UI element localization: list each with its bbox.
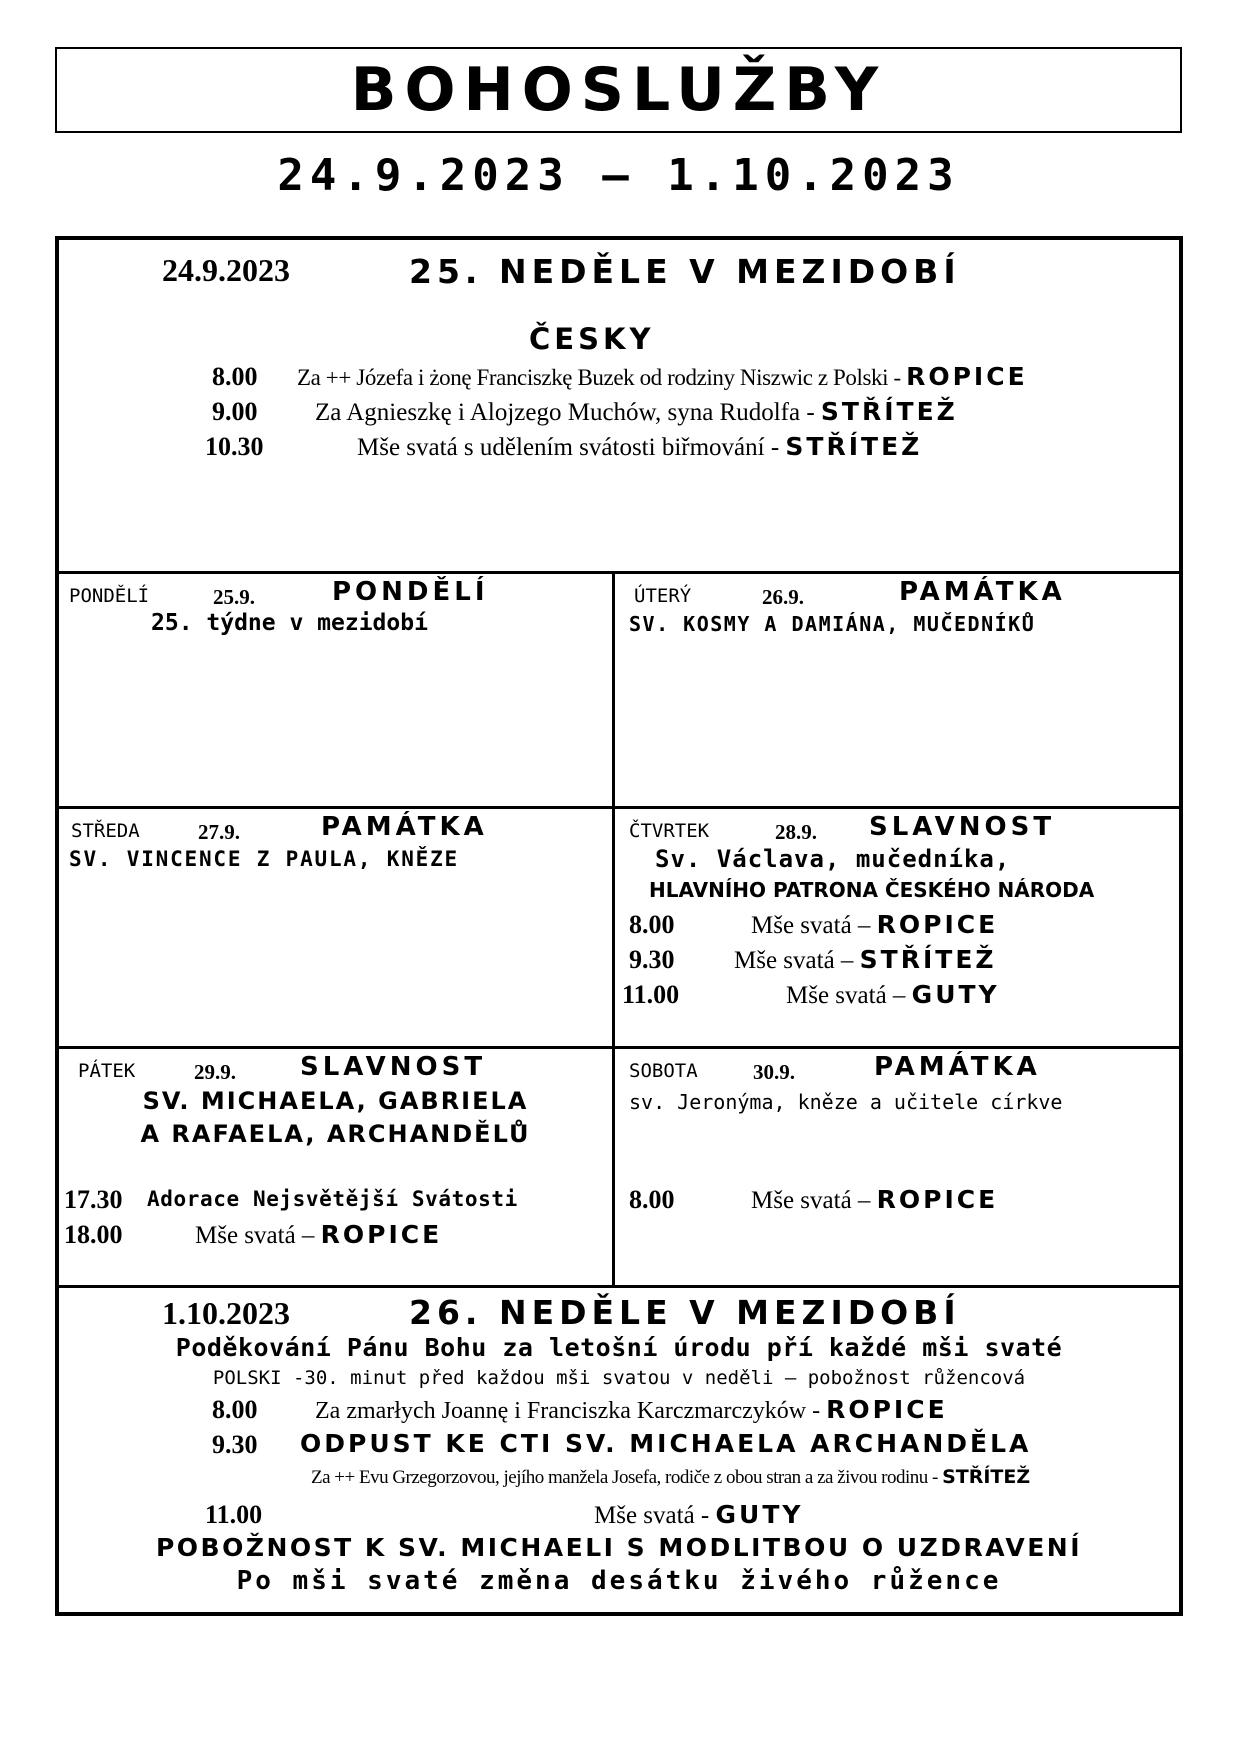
place-name: GUTY	[715, 1500, 804, 1529]
thursday-mass	[751, 910, 998, 940]
place-name: GUTY	[911, 980, 1000, 1009]
mass-label: Mše svatá –	[195, 1222, 321, 1249]
mass-intention: Za zmarłych Joannę i Franciszka Karczmarczyków -	[315, 1398, 827, 1424]
page-title: BOHOSLUŽBY	[350, 55, 887, 125]
place-name: STŘÍTEŽ	[859, 945, 997, 974]
place-name: ROPICE	[320, 1220, 443, 1249]
thursday-desc: Sv. Václava, mučedníka,	[655, 845, 1011, 873]
thursday-desc: HLAVNÍHO PATRONA ČESKÉHO NÁRODA	[649, 878, 1095, 902]
sunday1-date: 24.9.2023	[162, 252, 290, 288]
thursday-date: 28.9.	[775, 820, 817, 844]
friday-adoration-time: 17.30	[64, 1185, 123, 1214]
saturday-mass-time: 8.00	[629, 1185, 675, 1214]
divider	[59, 571, 1179, 574]
harvest-thanks: Poděkování Pánu Bohu za letošní úrodu pří každé mši svaté	[175, 1333, 1063, 1362]
thursday-mass-time: 9.30	[629, 945, 675, 974]
sunday2-intention	[311, 1466, 1030, 1489]
thursday-mass-time: 11.00	[622, 980, 680, 1009]
sunday1-mass-time: 8.00	[212, 362, 258, 391]
title-box	[55, 47, 1182, 133]
sunday2-mass	[315, 1395, 948, 1425]
sunday2-mass-time: 9.30	[212, 1430, 258, 1459]
friday-desc: A RAFAELA, ARCHANDĚLŮ	[140, 1120, 531, 1148]
saturday-day: SOBOTA	[629, 1060, 698, 1082]
sunday2-date: 1.10.2023	[162, 1295, 290, 1331]
divider	[59, 806, 1179, 809]
divider	[59, 1285, 1179, 1288]
thursday-day: ČTVRTEK	[629, 820, 710, 842]
friday-date: 29.9.	[194, 1060, 236, 1084]
sunday2-name: 26. NEDĚLE V MEZIDOBÍ	[409, 1293, 961, 1332]
mass-label: Mše svatá –	[786, 982, 912, 1009]
date-range: 24.9.2023 – 1.10.2023	[277, 150, 960, 201]
place-name: ROPICE	[906, 362, 1028, 391]
monday-rank: PONDĚLÍ	[332, 577, 489, 607]
mass-label: Mše svatá –	[734, 947, 860, 974]
sunday1-mass-time: 9.00	[212, 397, 258, 426]
place-name: ROPICE	[826, 1395, 948, 1424]
tuesday-desc: SV. KOSMY A DAMIÁNA, MUČEDNÍKŮ	[629, 612, 1036, 636]
monday-desc: 25. týdne v mezidobí	[151, 610, 428, 636]
saturday-rank: PAMÁTKA	[874, 1052, 1041, 1082]
mass-intention: Za ++ Józefa i żonę Franciszkę Buzek od rodziny Niszwic z Polski -	[297, 365, 907, 390]
place-name: ROPICE	[876, 1185, 999, 1214]
saturday-mass	[751, 1185, 998, 1215]
wednesday-rank: PAMÁTKA	[321, 812, 488, 842]
mass-intention: Za Agnieszkę i Alojzego Muchów, syna Rudolfa -	[315, 399, 821, 426]
sunday2-mass-time: 11.00	[205, 1500, 263, 1529]
sunday2-mass	[594, 1500, 803, 1530]
saturday-desc: sv. Jeronýma, kněze a učitele církve	[629, 1090, 1063, 1114]
wednesday-day: STŘEDA	[71, 820, 140, 842]
schedule-grid	[55, 236, 1183, 1616]
mass-intention: Za ++ Evu Grzegorzovou, jejího manžela Josefa, rodiče z obou stran a za živou rodinu -	[311, 1467, 943, 1488]
place-name: ROPICE	[876, 910, 999, 939]
divider	[612, 571, 615, 1286]
wednesday-desc: SV. VINCENCE Z PAULA, KNĚZE	[69, 847, 459, 871]
sunday1-language: ČESKY	[529, 322, 655, 356]
tuesday-day: ÚTERÝ	[634, 585, 692, 607]
thursday-rank: SLAVNOST	[869, 812, 1056, 842]
tuesday-date: 26.9.	[762, 585, 804, 609]
rosary-note: Po mši svaté změna desátku živého růžence	[236, 1566, 1002, 1596]
wednesday-date: 27.9.	[198, 820, 240, 844]
friday-desc: SV. MICHAELA, GABRIELA	[142, 1087, 529, 1115]
sunday1-mass	[357, 432, 922, 462]
friday-mass-time: 18.00	[64, 1220, 123, 1249]
tuesday-rank: PAMÁTKA	[899, 577, 1066, 607]
polski-note: POLSKI -30. minut před každou mši svatou v neděli – pobožnost růžencová	[212, 1367, 1026, 1389]
place-name: STŘÍTEŽ	[820, 397, 958, 426]
sunday1-name: 25. NEDĚLE V MEZIDOBÍ	[409, 252, 961, 291]
sunday1-mass-time: 10.30	[205, 432, 264, 461]
friday-adoration: Adorace Nejsvětější Svátosti	[147, 1187, 518, 1211]
devotion-note: POBOŽNOST K SV. MICHAELI S MODLITBOU O UZDRAVENÍ	[155, 1533, 1083, 1562]
mass-label: Mše svatá -	[594, 1502, 716, 1529]
place-name: STŘÍTEŽ	[785, 432, 923, 461]
mass-intention: Mše svatá s udělením svátosti biřmování -	[357, 434, 786, 461]
friday-rank: SLAVNOST	[300, 1052, 487, 1082]
feast-title: ODPUST KE CTI SV. MICHAELA ARCHANDĚLA	[300, 1429, 1032, 1458]
sunday1-mass	[315, 397, 958, 427]
mass-label: Mše svatá –	[751, 1187, 877, 1214]
friday-mass	[195, 1220, 442, 1250]
saturday-date: 30.9.	[753, 1060, 795, 1084]
thursday-mass-time: 8.00	[629, 910, 675, 939]
thursday-mass	[786, 980, 1000, 1010]
sunday2-mass-time: 8.00	[212, 1395, 258, 1424]
friday-day: PÁTEK	[78, 1060, 136, 1082]
thursday-mass	[734, 945, 997, 975]
place-name: STŘÍTEŽ	[942, 1466, 1031, 1488]
monday-day: PONDĚLÍ	[69, 585, 150, 607]
mass-label: Mše svatá –	[751, 912, 877, 939]
monday-date: 25.9.	[213, 585, 255, 609]
divider	[59, 1046, 1179, 1049]
sunday1-mass	[297, 362, 1028, 391]
